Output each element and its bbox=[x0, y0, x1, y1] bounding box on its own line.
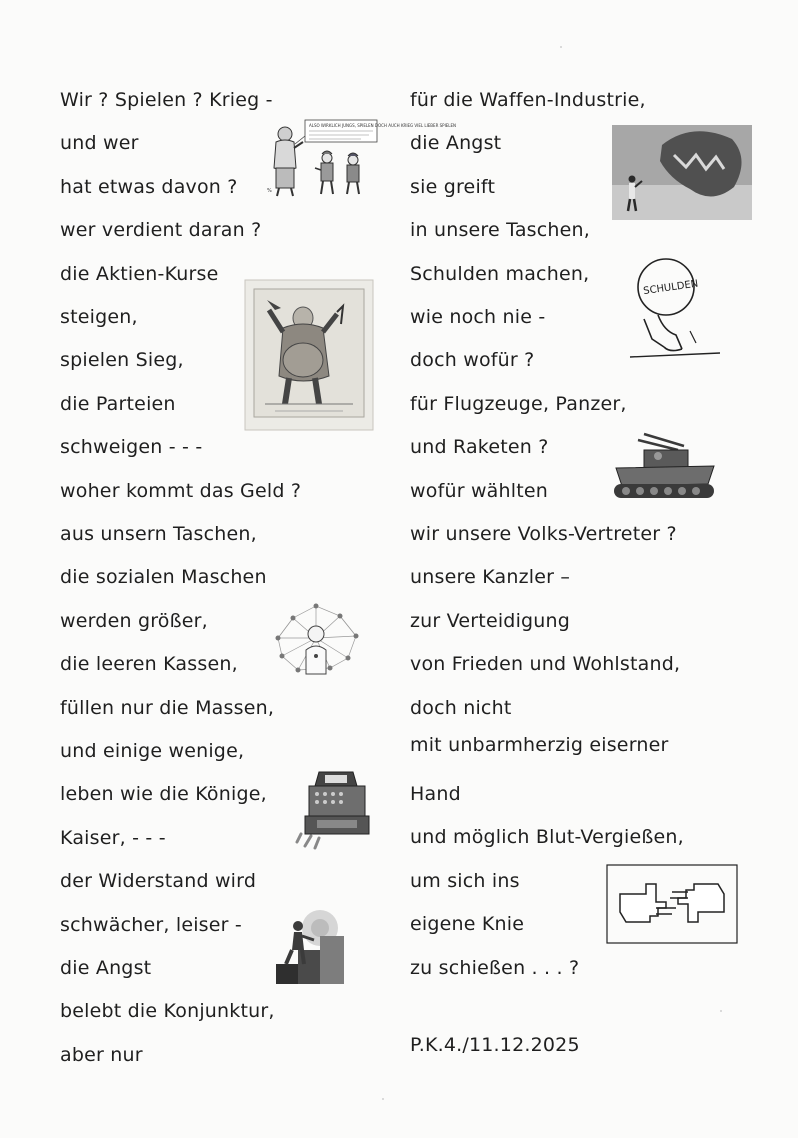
poem-line-right-9: und Raketen ? bbox=[410, 436, 549, 458]
poem-line-left-23: aber nur bbox=[60, 1044, 143, 1066]
poem-line-left-9: schweigen - - - bbox=[60, 436, 203, 458]
poem-line-right-17: Hand bbox=[410, 783, 461, 805]
poem-line-left-22: belebt die Konjunktur, bbox=[60, 1000, 275, 1022]
signature-date: P.K.4./11.12.2025 bbox=[410, 1034, 580, 1056]
poem-line-left-3: hat etwas davon ? bbox=[60, 176, 238, 198]
poem-line-right-21: zu schießen . . . ? bbox=[410, 957, 580, 979]
poem-line-left-7: spielen Sieg, bbox=[60, 349, 184, 371]
poem-line-left-20: schwächer, leiser - bbox=[60, 914, 242, 936]
svg-text:%: % bbox=[267, 188, 272, 194]
poem-line-left-17: leben wie die Könige, bbox=[60, 783, 267, 805]
poem-line-right-6: wie noch nie - bbox=[410, 306, 546, 328]
poem-line-left-13: werden größer, bbox=[60, 610, 208, 632]
poem-line-left-15: füllen nur die Massen, bbox=[60, 697, 275, 719]
poem-line-right-14: von Frieden und Wohlstand, bbox=[410, 653, 681, 675]
poem-line-left-21: die Angst bbox=[60, 957, 152, 979]
poem-line-left-1: Wir ? Spielen ? Krieg - bbox=[60, 89, 273, 111]
poem-line-right-16: mit unbarmherzig eiserner bbox=[410, 734, 669, 756]
rich-man-engraving bbox=[245, 280, 373, 430]
poem-line-right-5: Schulden machen, bbox=[410, 263, 590, 285]
poem-line-right-3: sie greift bbox=[410, 176, 496, 198]
poem-line-left-14: die leeren Kassen, bbox=[60, 653, 238, 675]
poem-line-right-19: um sich ins bbox=[410, 870, 520, 892]
poem-line-right-13: zur Verteidigung bbox=[410, 610, 571, 632]
poem-line-right-1: für die Waffen-Industrie, bbox=[410, 89, 646, 111]
poem-line-left-19: der Widerstand wird bbox=[60, 870, 257, 892]
poem-line-right-15: doch nicht bbox=[410, 697, 512, 719]
poem-line-right-4: in unsere Taschen, bbox=[410, 219, 591, 241]
network-person-illustration bbox=[268, 598, 364, 680]
poem-line-right-12: unsere Kanzler – bbox=[410, 566, 571, 588]
poem-line-left-16: und einige wenige, bbox=[60, 740, 245, 762]
poem-line-left-5: die Aktien-Kurse bbox=[60, 263, 219, 285]
poem-line-right-2: die Angst bbox=[410, 132, 502, 154]
worker-stairs-illustration bbox=[268, 906, 350, 986]
poem-line-left-4: wer verdient daran ? bbox=[60, 219, 262, 241]
cash-register-illustration bbox=[295, 768, 373, 850]
poem-line-left-12: die sozialen Maschen bbox=[60, 566, 267, 588]
poem-line-right-11: wir unsere Volks-Vertreter ? bbox=[410, 523, 677, 545]
poem-line-right-7: doch wofür ? bbox=[410, 349, 535, 371]
poem-line-right-18: und möglich Blut-Vergießen, bbox=[410, 826, 684, 848]
tank-illustration bbox=[608, 428, 720, 506]
fear-shadow-photo bbox=[612, 125, 752, 220]
poem-line-left-2: und wer bbox=[60, 132, 139, 154]
poem-line-left-18: Kaiser, - - - bbox=[60, 827, 166, 849]
poem-line-left-6: steigen, bbox=[60, 306, 138, 328]
schulden-label: SCHULDEN bbox=[642, 278, 699, 298]
poem-line-left-11: aus unsern Taschen, bbox=[60, 523, 257, 545]
poem-line-right-20: eigene Knie bbox=[410, 913, 525, 935]
hand-gun-gesture-illustration bbox=[606, 864, 738, 944]
poem-line-right-10: wofür wählten bbox=[410, 480, 549, 502]
poem-line-left-8: die Parteien bbox=[60, 393, 176, 415]
poem-line-right-8: für Flugzeuge, Panzer, bbox=[410, 393, 627, 415]
poem-line-left-10: woher kommt das Geld ? bbox=[60, 480, 302, 502]
cartoon-caption: ALSO WIRKLICH JUNGS, SPIELEN DOCH AUCH KRIEG VIEL LIEBER SPIELEN bbox=[309, 123, 457, 128]
debt-ball-illustration bbox=[618, 255, 728, 365]
